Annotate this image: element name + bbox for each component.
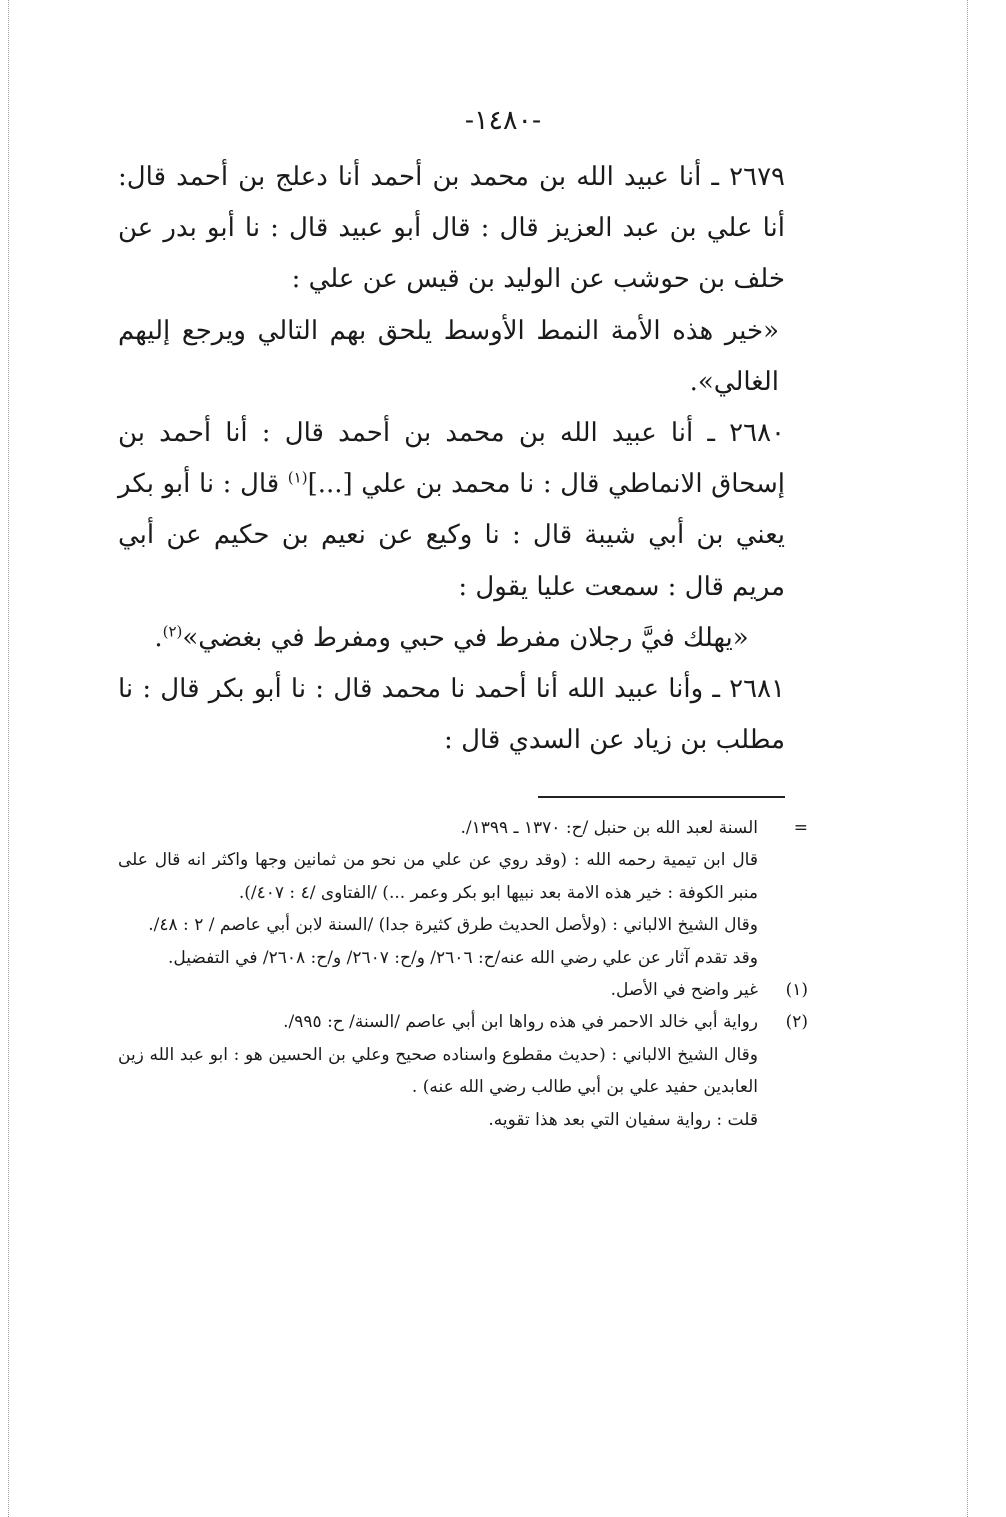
footnote-separator: [538, 796, 785, 798]
paragraph-2680-text-a: ٢٦٨٠ ـ أنا عبيد الله بن محمد بن أحمد قال : أنا أحمد بن إسحاق الانماطي قال : نا محمد بن علي [...]: [118, 418, 785, 500]
footnote-1-mark: (١): [785, 980, 808, 1001]
page-number: -١٤٨٠-: [464, 105, 542, 136]
quote-2680: [118, 613, 785, 664]
paragraph-2679: ٢٦٧٩ ـ أنا عبيد الله بن محمد بن أحمد أنا دعلج بن أحمد قال: أنا علي بن عبد العزيز قال : قال أبو عبيد قال : نا أبو بدر عن خلف بن حوشب عن الوليد بن قيس عن علي :: [118, 162, 785, 295]
footnote-2-line-3: قلت : رواية سفيان التي بعد هذا تقويه.: [488, 1109, 758, 1130]
footnote-2-text: رواية أبي خالد الاحمر في هذه رواها ابن أبي عاصم /السنة/ ح: ٩٩٥/.: [283, 1012, 758, 1033]
footnote-1-text: غير واضح في الأصل.: [610, 980, 758, 1001]
continuation-line-1: السنة لعبد الله بن حنبل /ح: ١٣٧٠ ـ ١٣٩٩/.: [460, 818, 758, 838]
paragraph-2681: ٢٦٨١ ـ وأنا عبيد الله أنا أحمد نا محمد قال : نا أبو بكر قال : نا مطلب بن زياد عن السدي قال :: [118, 674, 785, 756]
continuation-line-4: وقد تقدم آثار عن علي رضي الله عنه/ح: ٢٦٠٦/ و/ح: ٢٦٠٧/ و/ح: ٢٦٠٨/ في التفضيل.: [167, 947, 758, 968]
continuation-line-2: قال ابن تيمية رحمه الله : (وقد روي عن علي من نحو من ثمانين وجها واكثر انه قال على منبر الكوفة : خير هذه الامة بعد نبيها ابو بكر وعمر ...) /الفتاوى /٤ : ٤٠٧/).: [118, 850, 758, 903]
footnotes-section: [118, 812, 808, 1136]
quote-2679: «خير هذه الأمة النمط الأوسط يلحق بهم التالي ويرجع إليهم الغالي».: [118, 315, 779, 397]
scan-edge-left: [8, 0, 9, 1517]
continuation-mark: =: [793, 818, 808, 838]
footnote-2-mark: (٢): [785, 1012, 808, 1033]
continuation-line-3: وقال الشيخ الالباني : (ولأصل الحديث طرق كثيرة جدا) /السنة لابن أبي عاصم / ٢ : ٤٨/.: [148, 915, 758, 936]
paragraph-2680: [118, 408, 785, 613]
footnote-1: [118, 974, 808, 1006]
main-text: [118, 152, 785, 766]
footnote-ref-2: (٢): [162, 622, 183, 641]
scan-edge-right: [967, 0, 968, 1517]
quote-2680-text: «يهلك فيَّ رجلان مفرط في حبي ومفرط في بغضي»: [182, 622, 749, 653]
paragraph-2680-text-b: قال : نا أبو بكر يعني بن أبي شيبة قال : نا وكيع عن نعيم بن حكيم عن أبي مريم قال : سمعت عليا يقول :: [118, 469, 785, 602]
footnote-2: [118, 1006, 808, 1038]
quote-2680-end: .: [154, 622, 163, 653]
footnote-2-line-2: وقال الشيخ الالباني : (حديث مقطوع واسناده صحيح وعلي بن الحسين هو : ابو عبد الله زين العابدين حفيد علي بن أبي طالب رضي الله عنه) .: [118, 1044, 758, 1098]
footnote-continuation: [118, 812, 808, 844]
footnote-ref-1: (١): [287, 468, 308, 487]
